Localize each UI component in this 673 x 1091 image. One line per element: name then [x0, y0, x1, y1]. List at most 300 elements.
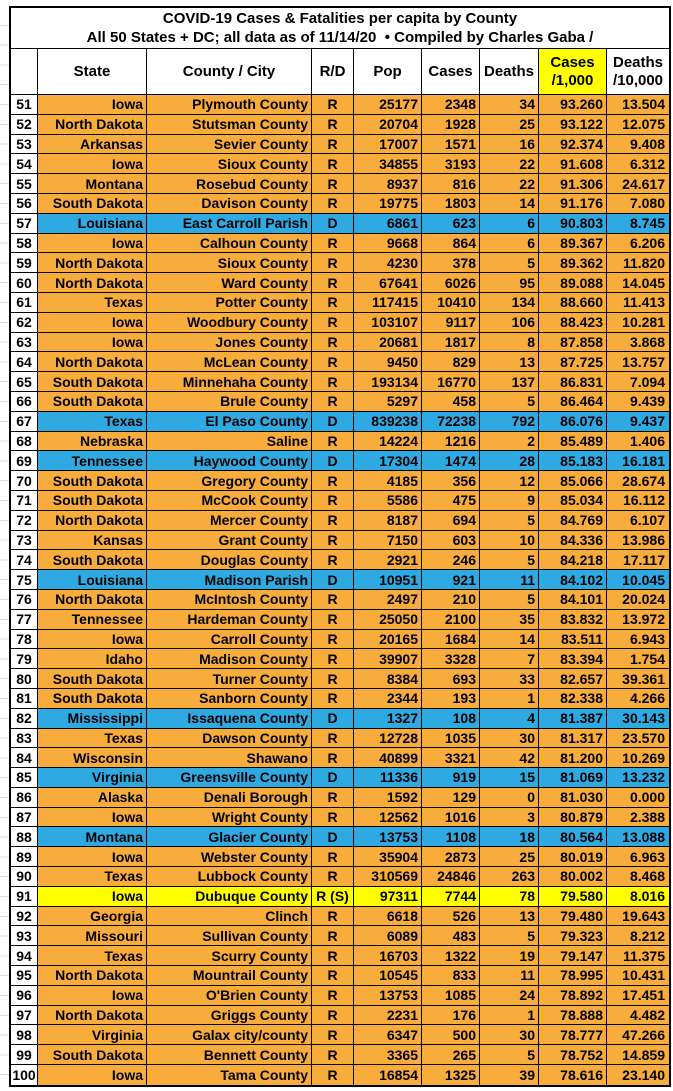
cell-county: Potter County — [147, 293, 312, 312]
cell-population: 25050 — [354, 610, 422, 629]
cell-cases: 10410 — [422, 293, 480, 312]
cell-cases: 108 — [422, 709, 480, 728]
cell-deaths-per-10000: 9.437 — [607, 412, 669, 431]
cell-population: 10951 — [354, 570, 422, 589]
cell-cases-per-1000: 84.769 — [539, 511, 607, 530]
cell-cases-per-1000: 81.387 — [539, 709, 607, 728]
cell-population: 839238 — [354, 412, 422, 431]
cell-party: R — [312, 511, 354, 530]
table-title — [11, 8, 669, 49]
cell-deaths-per-10000: 23.570 — [607, 729, 669, 748]
cell-county: Rosebud County — [147, 174, 312, 193]
cell-cases: 483 — [422, 926, 480, 945]
cell-rank: 74 — [11, 550, 38, 569]
cell-cases: 816 — [422, 174, 480, 193]
cell-deaths-per-10000: 39.361 — [607, 669, 669, 688]
cell-rank: 52 — [11, 115, 38, 134]
cell-rank: 51 — [11, 95, 38, 114]
cell-party: D — [312, 214, 354, 233]
cell-state: North Dakota — [38, 511, 147, 530]
cell-cases: 1016 — [422, 808, 480, 827]
cell-deaths-per-10000: 17.451 — [607, 986, 669, 1005]
cell-state: Texas — [38, 867, 147, 886]
cell-cases-per-1000: 83.832 — [539, 610, 607, 629]
cell-party: R — [312, 946, 354, 965]
table-row — [11, 788, 669, 808]
cell-state: Texas — [38, 412, 147, 431]
table-row — [11, 630, 669, 650]
cell-county: Minnehaha County — [147, 372, 312, 391]
cell-deaths-per-10000: 23.140 — [607, 1065, 669, 1085]
cell-deaths-per-10000: 6.943 — [607, 630, 669, 649]
cell-cases: 176 — [422, 1006, 480, 1025]
cell-state: South Dakota — [38, 392, 147, 411]
cell-cases: 475 — [422, 491, 480, 510]
cell-county: Madison County — [147, 649, 312, 668]
cell-county: Saline — [147, 432, 312, 451]
table-row — [11, 1065, 669, 1085]
cell-population: 34855 — [354, 154, 422, 173]
cell-cases: 1928 — [422, 115, 480, 134]
cell-party: R — [312, 729, 354, 748]
cell-population: 12728 — [354, 729, 422, 748]
cell-deaths-per-10000: 0.000 — [607, 788, 669, 807]
table-row — [11, 273, 669, 293]
cell-deaths-per-10000: 13.504 — [607, 95, 669, 114]
cell-deaths: 95 — [480, 273, 539, 292]
cell-party: D — [312, 451, 354, 470]
cell-rank: 71 — [11, 491, 38, 510]
table-row — [11, 768, 669, 788]
cell-population: 40899 — [354, 748, 422, 767]
cell-deaths-per-10000: 8.016 — [607, 887, 669, 906]
cell-rank: 78 — [11, 630, 38, 649]
table-row — [11, 649, 669, 669]
cell-county: McLean County — [147, 352, 312, 371]
cell-population: 35904 — [354, 847, 422, 866]
cell-state: Kansas — [38, 531, 147, 550]
cell-county: Shawano — [147, 748, 312, 767]
table-row — [11, 748, 669, 768]
cell-deaths: 39 — [480, 1065, 539, 1085]
cell-cases-per-1000: 88.423 — [539, 313, 607, 332]
col-header-rank — [11, 49, 38, 94]
cell-county: McIntosh County — [147, 590, 312, 609]
cell-population: 8384 — [354, 669, 422, 688]
table-row — [11, 392, 669, 412]
cell-deaths-per-10000: 13.757 — [607, 352, 669, 371]
cell-party: R — [312, 966, 354, 985]
cell-rank: 83 — [11, 729, 38, 748]
cell-cases: 378 — [422, 253, 480, 272]
cell-county: Bennett County — [147, 1045, 312, 1064]
table-row — [11, 135, 669, 155]
table-row — [11, 313, 669, 333]
cell-cases-per-1000: 90.803 — [539, 214, 607, 233]
cell-deaths-per-10000: 12.075 — [607, 115, 669, 134]
cell-state: Tennessee — [38, 451, 147, 470]
cell-population: 8937 — [354, 174, 422, 193]
cell-county: Carroll County — [147, 630, 312, 649]
cell-state: Iowa — [38, 986, 147, 1005]
cell-deaths: 42 — [480, 748, 539, 767]
table-row — [11, 907, 669, 927]
cell-rank: 93 — [11, 926, 38, 945]
cell-cases: 72238 — [422, 412, 480, 431]
cell-deaths-per-10000: 6.963 — [607, 847, 669, 866]
cell-cases-per-1000: 87.858 — [539, 333, 607, 352]
cell-deaths-per-10000: 13.088 — [607, 827, 669, 846]
cell-deaths-per-10000: 17.117 — [607, 550, 669, 569]
cell-deaths: 5 — [480, 392, 539, 411]
cell-rank: 81 — [11, 689, 38, 708]
cell-cases: 3193 — [422, 154, 480, 173]
table-row — [11, 729, 669, 749]
cell-party: R — [312, 135, 354, 154]
table-row — [11, 709, 669, 729]
cell-state: Texas — [38, 946, 147, 965]
cell-cases-per-1000: 83.511 — [539, 630, 607, 649]
cell-rank: 98 — [11, 1025, 38, 1044]
cell-population: 117415 — [354, 293, 422, 312]
covid-county-table — [9, 6, 671, 1087]
cell-deaths-per-10000: 6.107 — [607, 511, 669, 530]
cell-rank: 63 — [11, 333, 38, 352]
cell-cases-per-1000: 81.317 — [539, 729, 607, 748]
table-row — [11, 610, 669, 630]
cell-county: Hardeman County — [147, 610, 312, 629]
table-row — [11, 451, 669, 471]
cell-deaths-per-10000: 1.754 — [607, 649, 669, 668]
cell-state: Texas — [38, 729, 147, 748]
title-line-1: COVID-19 Cases & Fatalities per capita by County — [162, 10, 518, 27]
table-row — [11, 293, 669, 313]
table-body — [11, 95, 669, 1085]
deaths-per-10000-label-line2: /10,000 — [612, 71, 664, 89]
cell-cases: 265 — [422, 1045, 480, 1064]
cell-cases: 603 — [422, 531, 480, 550]
cell-county: Glacier County — [147, 827, 312, 846]
cell-deaths-per-10000: 19.643 — [607, 907, 669, 926]
cell-cases-per-1000: 93.260 — [539, 95, 607, 114]
cell-deaths: 22 — [480, 154, 539, 173]
cell-deaths: 35 — [480, 610, 539, 629]
cell-state: Iowa — [38, 1065, 147, 1085]
cell-deaths-per-10000: 20.024 — [607, 590, 669, 609]
cell-cases: 16770 — [422, 372, 480, 391]
cell-deaths: 25 — [480, 847, 539, 866]
cell-deaths: 134 — [480, 293, 539, 312]
cell-deaths-per-10000: 16.181 — [607, 451, 669, 470]
cell-cases: 356 — [422, 471, 480, 490]
cell-county: Scurry County — [147, 946, 312, 965]
cell-population: 4185 — [354, 471, 422, 490]
cell-county: Dubuque County — [147, 887, 312, 906]
cell-cases-per-1000: 78.892 — [539, 986, 607, 1005]
cell-rank: 56 — [11, 194, 38, 213]
cell-state: North Dakota — [38, 115, 147, 134]
cell-population: 12562 — [354, 808, 422, 827]
cell-cases-per-1000: 88.660 — [539, 293, 607, 312]
cell-rank: 69 — [11, 451, 38, 470]
cell-cases-per-1000: 81.200 — [539, 748, 607, 767]
cell-population: 20681 — [354, 333, 422, 352]
cell-population: 2231 — [354, 1006, 422, 1025]
col-header-party: R/D — [312, 49, 354, 94]
cell-deaths-per-10000: 14.045 — [607, 273, 669, 292]
cell-population: 4230 — [354, 253, 422, 272]
cell-party: R — [312, 926, 354, 945]
cell-party: R — [312, 630, 354, 649]
cell-deaths: 18 — [480, 827, 539, 846]
cell-cases: 1216 — [422, 432, 480, 451]
cell-cases-per-1000: 79.480 — [539, 907, 607, 926]
title-line-2: All 50 States + DC; all data as of 11/14/20 • Compiled by Charles Gaba / — [86, 29, 594, 46]
cell-cases: 694 — [422, 511, 480, 530]
cell-deaths: 12 — [480, 471, 539, 490]
cell-deaths: 137 — [480, 372, 539, 391]
cell-cases-per-1000: 86.076 — [539, 412, 607, 431]
cell-population: 10545 — [354, 966, 422, 985]
cell-cases-per-1000: 78.888 — [539, 1006, 607, 1025]
cell-cases: 1474 — [422, 451, 480, 470]
cell-deaths: 10 — [480, 531, 539, 550]
cell-state: Wisconsin — [38, 748, 147, 767]
cell-county: Wright County — [147, 808, 312, 827]
cell-deaths-per-10000: 10.281 — [607, 313, 669, 332]
cell-deaths: 78 — [480, 887, 539, 906]
cell-deaths: 263 — [480, 867, 539, 886]
cell-cases: 24846 — [422, 867, 480, 886]
cell-state: South Dakota — [38, 471, 147, 490]
table-row — [11, 253, 669, 273]
cell-cases-per-1000: 80.002 — [539, 867, 607, 886]
table-row — [11, 986, 669, 1006]
cell-population: 1592 — [354, 788, 422, 807]
cell-state: Iowa — [38, 630, 147, 649]
cell-party: D — [312, 570, 354, 589]
cell-state: Nebraska — [38, 432, 147, 451]
cell-cases-per-1000: 87.725 — [539, 352, 607, 371]
cell-rank: 53 — [11, 135, 38, 154]
cell-state: Georgia — [38, 907, 147, 926]
cell-county: Brule County — [147, 392, 312, 411]
cell-cases: 1571 — [422, 135, 480, 154]
cell-party: R — [312, 531, 354, 550]
cell-county: Gregory County — [147, 471, 312, 490]
cell-county: Denali Borough — [147, 788, 312, 807]
cell-rank: 77 — [11, 610, 38, 629]
cell-cases: 693 — [422, 669, 480, 688]
cell-deaths-per-10000: 7.080 — [607, 194, 669, 213]
cell-county: Davison County — [147, 194, 312, 213]
cell-deaths: 9 — [480, 491, 539, 510]
cell-party: R — [312, 1025, 354, 1044]
cell-cases-per-1000: 80.879 — [539, 808, 607, 827]
cell-party: R — [312, 392, 354, 411]
cell-cases: 1325 — [422, 1065, 480, 1085]
cell-party: R — [312, 1045, 354, 1064]
cell-cases: 833 — [422, 966, 480, 985]
cell-rank: 64 — [11, 352, 38, 371]
cell-county: McCook County — [147, 491, 312, 510]
cell-rank: 82 — [11, 709, 38, 728]
cell-deaths: 33 — [480, 669, 539, 688]
cell-deaths-per-10000: 11.413 — [607, 293, 669, 312]
cell-cases-per-1000: 78.616 — [539, 1065, 607, 1085]
cell-party: D — [312, 768, 354, 787]
cell-rank: 76 — [11, 590, 38, 609]
cell-rank: 72 — [11, 511, 38, 530]
cell-population: 6347 — [354, 1025, 422, 1044]
cell-deaths-per-10000: 30.143 — [607, 709, 669, 728]
cell-rank: 86 — [11, 788, 38, 807]
cell-county: Stutsman County — [147, 115, 312, 134]
cell-deaths-per-10000: 9.439 — [607, 392, 669, 411]
cell-cases-per-1000: 79.147 — [539, 946, 607, 965]
cell-cases-per-1000: 85.034 — [539, 491, 607, 510]
cell-rank: 66 — [11, 392, 38, 411]
cell-county: Turner County — [147, 669, 312, 688]
cell-population: 2344 — [354, 689, 422, 708]
cell-deaths: 19 — [480, 946, 539, 965]
cell-cases: 1684 — [422, 630, 480, 649]
table-row — [11, 95, 669, 115]
cell-cases-per-1000: 91.306 — [539, 174, 607, 193]
cell-cases-per-1000: 89.367 — [539, 234, 607, 253]
cell-cases: 458 — [422, 392, 480, 411]
cell-deaths: 13 — [480, 907, 539, 926]
cell-cases: 3328 — [422, 649, 480, 668]
cell-population: 20704 — [354, 115, 422, 134]
cell-population: 13753 — [354, 986, 422, 1005]
cell-county: Haywood County — [147, 451, 312, 470]
cell-party: R — [312, 372, 354, 391]
cell-deaths: 6 — [480, 234, 539, 253]
cell-cases-per-1000: 79.580 — [539, 887, 607, 906]
cell-county: Tama County — [147, 1065, 312, 1085]
cell-population: 6618 — [354, 907, 422, 926]
cell-deaths-per-10000: 16.112 — [607, 491, 669, 510]
cell-cases-per-1000: 85.066 — [539, 471, 607, 490]
cell-party: R — [312, 808, 354, 827]
cell-party: R — [312, 194, 354, 213]
cell-deaths-per-10000: 13.986 — [607, 531, 669, 550]
cell-deaths: 5 — [480, 550, 539, 569]
cell-population: 17007 — [354, 135, 422, 154]
cell-county: Dawson County — [147, 729, 312, 748]
cell-county: Mountrail County — [147, 966, 312, 985]
cell-rank: 85 — [11, 768, 38, 787]
cell-cases: 210 — [422, 590, 480, 609]
cell-state: Virginia — [38, 768, 147, 787]
cell-party: R — [312, 352, 354, 371]
cell-deaths-per-10000: 47.266 — [607, 1025, 669, 1044]
cell-rank: 75 — [11, 570, 38, 589]
cell-cases: 2100 — [422, 610, 480, 629]
cell-county: Jones County — [147, 333, 312, 352]
table-row — [11, 412, 669, 432]
cell-state: Mississippi — [38, 709, 147, 728]
table-row — [11, 372, 669, 392]
cell-rank: 55 — [11, 174, 38, 193]
cell-cases: 2873 — [422, 847, 480, 866]
cell-cases: 829 — [422, 352, 480, 371]
cell-population: 103107 — [354, 313, 422, 332]
cell-deaths: 5 — [480, 511, 539, 530]
cell-county: Mercer County — [147, 511, 312, 530]
cell-county: Grant County — [147, 531, 312, 550]
cell-county: Ward County — [147, 273, 312, 292]
cell-cases: 7744 — [422, 887, 480, 906]
table-row — [11, 531, 669, 551]
table-row — [11, 234, 669, 254]
cell-rank: 100 — [11, 1065, 38, 1085]
cell-deaths: 792 — [480, 412, 539, 431]
table-row — [11, 115, 669, 135]
cell-cases-per-1000: 78.752 — [539, 1045, 607, 1064]
cell-deaths: 1 — [480, 1006, 539, 1025]
cell-party: R — [312, 273, 354, 292]
cell-county: Calhoun County — [147, 234, 312, 253]
cell-rank: 62 — [11, 313, 38, 332]
cell-party: R — [312, 333, 354, 352]
cell-state: Alaska — [38, 788, 147, 807]
table-row — [11, 966, 669, 986]
cell-state: North Dakota — [38, 253, 147, 272]
cell-rank: 54 — [11, 154, 38, 173]
cell-deaths: 5 — [480, 253, 539, 272]
cell-party: R — [312, 313, 354, 332]
cell-rank: 60 — [11, 273, 38, 292]
cell-deaths: 7 — [480, 649, 539, 668]
cell-state: Iowa — [38, 847, 147, 866]
cell-party: R — [312, 649, 354, 668]
cell-cases: 129 — [422, 788, 480, 807]
cell-deaths: 1 — [480, 689, 539, 708]
cell-state: South Dakota — [38, 669, 147, 688]
cell-rank: 58 — [11, 234, 38, 253]
table-row — [11, 808, 669, 828]
cell-state: South Dakota — [38, 372, 147, 391]
cell-party: R — [312, 234, 354, 253]
cell-population: 6861 — [354, 214, 422, 233]
table-row — [11, 1045, 669, 1065]
cell-state: Iowa — [38, 313, 147, 332]
cell-county: Greensville County — [147, 768, 312, 787]
cell-deaths-per-10000: 4.482 — [607, 1006, 669, 1025]
cell-deaths-per-10000: 6.312 — [607, 154, 669, 173]
cell-cases-per-1000: 86.464 — [539, 392, 607, 411]
cell-party: D — [312, 709, 354, 728]
cell-deaths-per-10000: 7.094 — [607, 372, 669, 391]
cell-cases-per-1000: 80.564 — [539, 827, 607, 846]
table-row — [11, 333, 669, 353]
cell-cases-per-1000: 85.183 — [539, 451, 607, 470]
cell-party: D — [312, 827, 354, 846]
cell-party: R — [312, 748, 354, 767]
cell-deaths: 28 — [480, 451, 539, 470]
table-row — [11, 926, 669, 946]
cell-county: East Carroll Parish — [147, 214, 312, 233]
table-row — [11, 550, 669, 570]
table-row — [11, 590, 669, 610]
table-row — [11, 669, 669, 689]
table-row — [11, 689, 669, 709]
cell-rank: 99 — [11, 1045, 38, 1064]
cell-cases: 623 — [422, 214, 480, 233]
cell-deaths-per-10000: 2.388 — [607, 808, 669, 827]
